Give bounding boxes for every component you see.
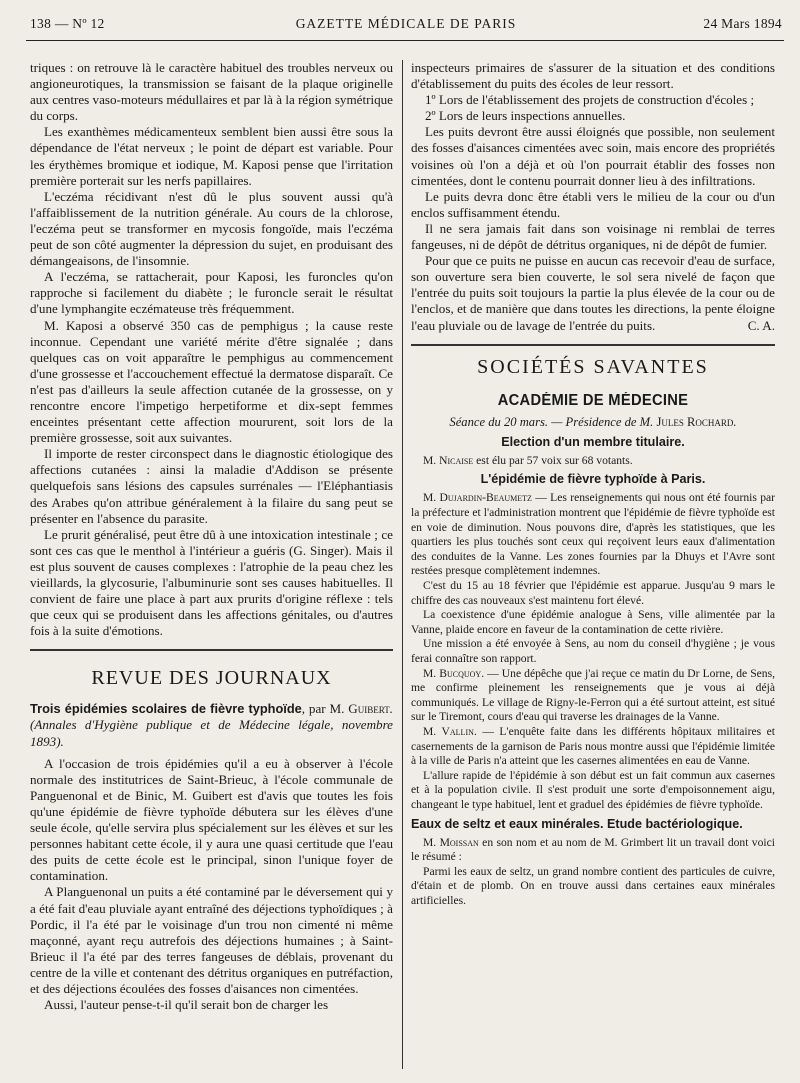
paragraph: L'eczéma récidivant n'est dû le plus souvent aussi qu'à l'affaiblissement de la nutrition générale. Au cours de la chlorose, l'eczéma peut se transformer en mycosis fongoïde, mais l'eczéma peut de son côté augmenter la dépression du sujet, en produisant des démangeaisons, de l'insomnie. — [30, 188, 393, 269]
paragraph — [411, 491, 775, 579]
paragraph-text: est élu par 57 voix sur 68 votants. — [473, 453, 633, 467]
right-column — [411, 60, 775, 909]
paragraph: 2º Lors de leurs inspections annuelles. — [425, 108, 626, 124]
paragraph: Le prurit généralisé, peut être dû à une intoxication intestinale ; ce sont ces cas que le menthol à l'intérieur a guéris (G. Singer). Mais il est plus souvent de causes complexes : l'atrophie de la peau chez les vieillards, la glycosurie, l'albuminurie sont ses causes habituelles. Il convient de faire une place à part aux prurits d'origine réflexe : tels que ceux qui se produisent dans les affections génitales, ou d'autres fois à la suite d'émotions. — [30, 526, 393, 639]
paragraph: Il importe de rester circonspect dans le diagnostic étiologique des affections cutanées : ainsi la maladie d'Addison se présente quelquefois sans lésions des capsules surrénales — l'Eléphantiasis des Arabes qu'on attribue généralement à la filaire du sang peut se présenter en l'absence du parasite. — [30, 446, 393, 526]
speaker-name: M. Bucquoy — [423, 666, 482, 680]
speaker-name: M. Dujardin-Beaumetz — [423, 491, 532, 505]
section-divider — [30, 649, 393, 651]
paragraph: Une mission a été envoyée à Sens, au nom du conseil d'hygiène ; je vous ferai connaître son rapport. — [411, 637, 775, 665]
subheading-eaux: Eaux de seltz et eaux minérales. Etude bactériologique. — [411, 816, 743, 831]
subheading-epidemie: L'épidémie de fièvre typhoïde à Paris. — [480, 472, 706, 487]
paragraph: L'allure rapide de l'épidémie à son début est un fait commun aux casernes et à la population civile. Il s'est produit une sorte d'empoisonnement aigu, changeant le type habituel, lent et graduel des épidémies de fièvre typhoïde. — [411, 768, 775, 811]
paragraph: Le puits devra donc être établi vers le milieu de la cour ou d'un enclos suffisamment étendu. — [411, 188, 775, 220]
article-heading — [30, 701, 393, 749]
paragraph: 1º Lors de l'établissement des projets de construction d'écoles ; — [425, 92, 755, 108]
paragraph: triques : on retrouve là le caractère habituel des troubles nerveux ou angioneurotiques, la transmission se faisant de la plaque originelle aux centres vaso-moteurs médullaires et par là à la région symétrique du corps. — [30, 60, 393, 124]
section-heading-revue: REVUE DES JOURNAUX — [91, 667, 332, 690]
paragraph — [411, 454, 775, 469]
page-number: 138 — Nº 12 — [30, 16, 105, 31]
paragraph-text: . — L'enquête faite dans les différents hôpitaux militaires et casernements de la garnison de Paris nous montre aussi que l'épidémie limitée à la ville de Paris n'a atteint que les casernes alimentées en eau de Vanne. — [411, 724, 775, 768]
paragraph: inspecteurs primaires de s'assurer de la situation et des conditions d'établissement du puits des écoles de leur ressort. — [411, 60, 775, 92]
paragraph: C'est du 15 au 18 février que l'épidémie est apparue. Jusqu'au 9 mars le chiffre des cas nouveaux s'est maintenu fort élevé. — [411, 579, 775, 607]
journal-title: GAZETTE MÉDICALE DE PARIS — [295, 16, 517, 31]
paragraph-text: — Les renseignements qui nous ont été fournis par la préfecture et l'administration montrent que l'épidémie de fièvre typhoïde est en voie de diminution. Nous pouvons dire, d'après les statistiques, que les quartiers les plus touchés sont ceux qui reçoivent leurs eaux d'alimentation des conduites de la Vanne. Les zones fournies par la Dhuys et l'Avre sont restées presque complètement indemnes. — [411, 491, 775, 578]
academie-heading: ACADÉMIE DE MÉDECINE — [497, 391, 689, 409]
seance-text: Séance du 20 mars. — Présidence de M. — [449, 414, 657, 429]
speaker-name: M. Moissan — [423, 835, 479, 849]
seance-line — [411, 414, 775, 430]
header-rule — [26, 40, 784, 41]
paragraph — [411, 667, 775, 725]
paragraph — [411, 836, 775, 865]
paragraph: Aussi, l'auteur pense-t-il qu'il serait bon de charger les — [44, 997, 329, 1013]
running-header — [30, 16, 782, 36]
issue-date: 24 Mars 1894 — [703, 16, 782, 31]
article-author-prefix: , par M. — [301, 701, 349, 717]
article-source: . (Annales d'Hygiène publique et de Médecine légale, novembre 1893). — [30, 701, 393, 749]
paragraph: M. Kaposi a observé 350 cas de pemphigus ; la cause reste inconnue. Cependant une variété mérite d'être signalée ; dans quelques cas on voit apparaître le pemphigus au commencement d'une grossesse et l'accouchement effectué la dermatose disparaît. Ce n'est pas d'ailleurs la seule affection cutanée de la grossesse, on y rencontre encore l'impetigo herpetiforme et dix-sept femmes enceintes présentant cette affection moururent, soit lors de la première grossesse, soit aux suivantes. — [30, 317, 393, 446]
paragraph-text: en son nom et au nom de M. Grimbert lit un travail dont voici le résumé : — [411, 835, 775, 864]
paragraph: Les puits devront être aussi éloignés que possible, non seulement des fosses d'aisances cimentées avec soin, mais encore des propriétés voisines où l'on a déjà et où l'on pourrait établir des fosses non cimentées, dont le contenu pourrait donner lieu à des infiltrations. — [411, 124, 775, 188]
paragraph: A l'eczéma, se rattacherait, pour Kaposi, les furoncles qu'on rapproche si facilement du diabète ; le furoncle serait le résultat d'une lymphangite eczémateuse très fréquemment. — [30, 269, 393, 317]
paragraph: Il ne sera jamais fait dans son voisinage ni remblai de terres fangeuses, ni de dépôt de détritus organiques, ni de dépôt de fumier. — [411, 220, 775, 253]
paragraph: A Planguenonal un puits a été contaminé par le déversement qui y a été fait d'eau pluviale ayant entraîné des déjections typhoïdiques ; à Pordic, il l'a été par le voisinage d'un trou non cimenté ni même maçonné, ayant reçu autrefois des déjections humaines ; à Saint-Brieuc il l'a été par des terres fangeuses de déblais, provenant du centre de la ville et contenant des détritus organiques en putréfaction, et des déjections écoulées des fosses d'aisances non cimentées. — [30, 884, 393, 996]
paragraph-text: . — Une dépêche que j'ai reçue ce matin du Dr Lorne, de Sens, me confirme pleinement les renseignements que je vous ai déjà communiqués. Le village de Rigny-le-Ferron qui a été surtout atteint, est situé sur le Tiremont, cours d'eau qui traverse les drainages de la Vanne. — [411, 666, 775, 724]
article-title: Trois épidémies scolaires de fièvre typhoïde — [30, 701, 302, 717]
left-column — [30, 60, 393, 1013]
paragraph: Parmi les eaux de seltz, un grand nombre contient des particules de cuivre, d'étain et de plomb. On en trouve aussi dans certaines eaux minérales artificielles. — [411, 864, 775, 907]
section-heading-societes: SOCIÉTÉS SAVANTES — [477, 355, 709, 378]
section-divider — [411, 344, 775, 346]
column-divider — [402, 60, 403, 1069]
speaker-name: M. Vallin — [423, 724, 474, 738]
president-name: Jules Rochard — [656, 414, 734, 429]
speaker-name: M. Nicaise — [423, 453, 474, 467]
paragraph: A l'occasion de trois épidémies qu'il a eu à observer à l'école normale des institutrices de Saint-Brieuc, à l'école communale de Panguenonal et de Binic, M. Guibert est d'avis que toutes les fois qu'une épidémie de fièvre typhoïde débutera sur les élèves d'une seule école, qu'elle servira plus spécialement sur les élèves et sur les personnes habitant cette école, il y aura une quasi certitude que l'eau des puits de cette école est le principal, sinon l'unique foyer de contamination. — [30, 755, 393, 884]
author-signature: C. A. — [747, 317, 775, 333]
paragraph — [411, 253, 775, 333]
paragraph-text: Pour que ce puits ne puisse en aucun cas recevoir d'eau de surface, son ouverture sera bien couverte, le sol sera nivelé de façon que l'entrée du puits soit toujours la partie la plus élevée de la cour ou de l'enclos, et de manière que dans toutes les directions, la pente éloigne l'eau pluviale ou de lavage de l'entrée du puits. — [411, 253, 775, 333]
paragraph — [411, 725, 775, 769]
article-author: Guibert — [348, 701, 390, 717]
paragraph: La coexistence d'une épidémie analogue à Sens, ville alimentée par la Vanne, plaide encore en faveur de la contamination de cette rivière. — [411, 608, 775, 636]
paragraph: Les exanthèmes médicamenteux semblent bien aussi être sous la dépendance de l'état nerveux ; le point de départ est variable. Pour les érythèmes bromique et iodique, M. Kaposi pense que l'irritation première porterait sur les nerfs papillaires. — [30, 124, 393, 188]
seance-end: . — [733, 414, 737, 429]
subheading-election: Election d'un membre titulaire. — [501, 434, 685, 449]
